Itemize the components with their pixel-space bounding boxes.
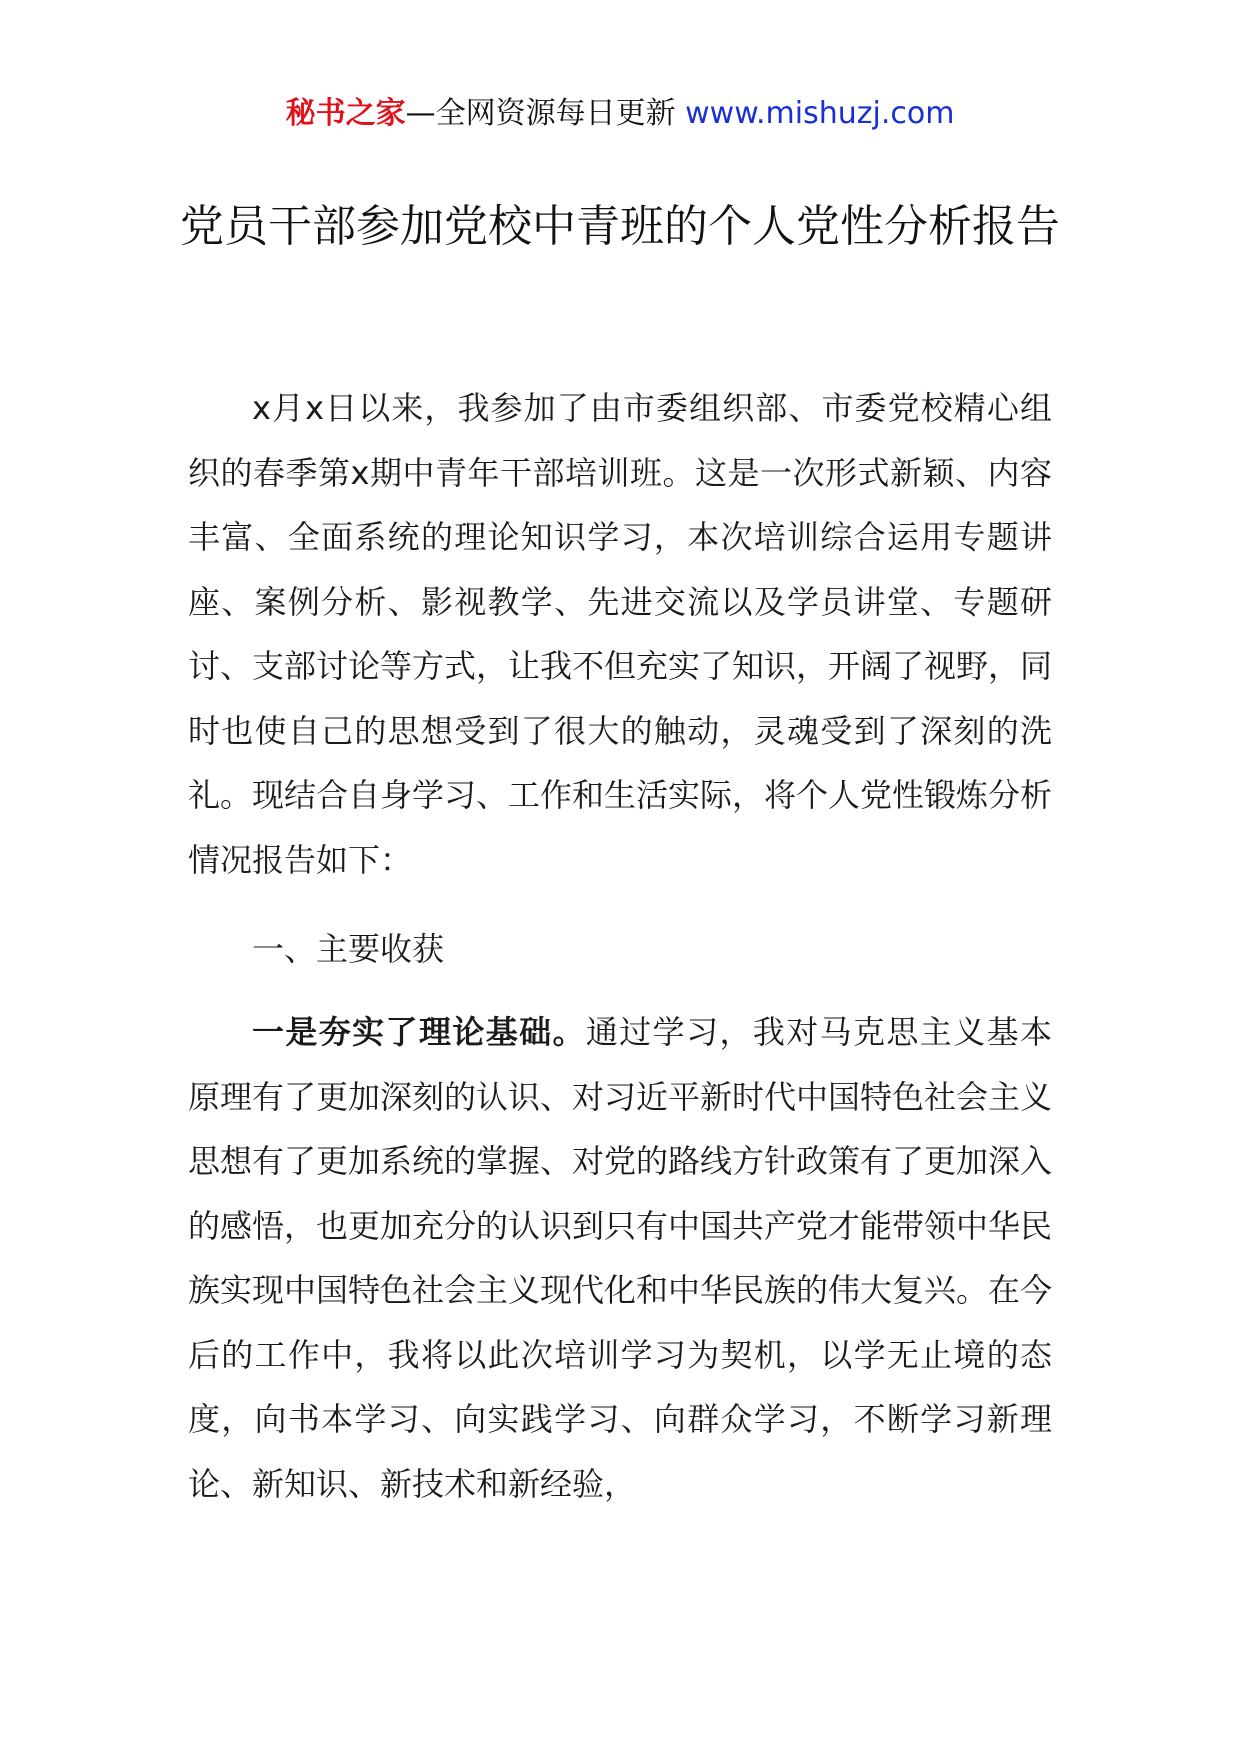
site-header — [0, 94, 1240, 134]
brand-name: 秘书之家 — [285, 96, 406, 131]
intro-paragraph: x月x日以来，我参加了由市委组织部、市委党校精心组织的春季第x期中青年干部培训班。这是一次形式新颖、内容丰富、全面系统的理论知识学习，本次培训综合运用专题讲座、案例分析、影视教学、先进交流以及学员讲堂、专题研讨、支部讨论等方式，让我不但充实了知识，开阔了视野，同时也使自己的思想受到了很大的触动，灵魂受到了深刻的洗礼。现结合自身学习、工作和生活实际，将个人党性锻炼分析情况报告如下： — [188, 389, 1053, 879]
header-slogan: —全网资源每日更新 — [405, 96, 686, 131]
point-lead: 一是夯实了理论基础。 — [252, 1013, 586, 1051]
point-body: 通过学习，我对马克思主义基本原理有了更加深刻的认识、对习近平新时代中国特色社会主义思想有了更加系统的掌握、对党的路线方针政策有了更加深入的感悟，也更加充分的认识到只有中国共产党才能带领中华民族实现中国特色社会主义现代化和中华民族的伟大复兴。在今后的工作中，我将以此次培训学习为契机，以学无止境的态度，向书本学习、向实践学习、向群众学习，不断学习新理论、新知识、新技术和新经验， — [188, 1013, 1053, 1503]
site-url-link[interactable]: www.mishuzj.com — [685, 96, 955, 131]
document-title: 党员干部参加党校中青班的个人党性分析报告 — [180, 201, 1060, 252]
section-heading: 一、主要收获 — [252, 930, 445, 968]
point-paragraph — [188, 1000, 1052, 1516]
